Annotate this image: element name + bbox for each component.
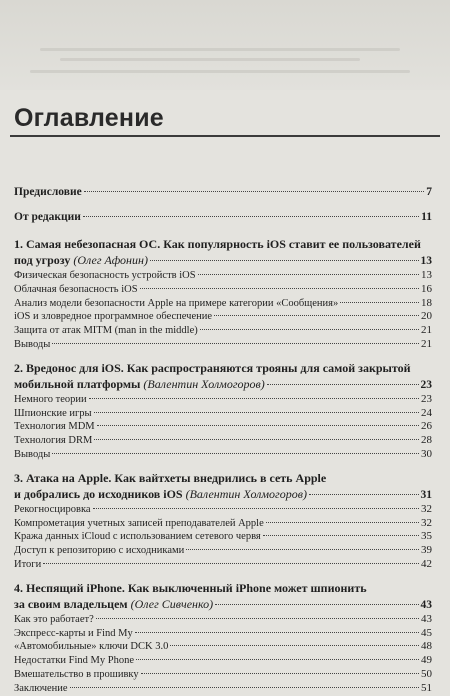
toc-section-text: Доступ к репозиторию с исходниками — [14, 545, 185, 557]
dot-leader — [43, 563, 419, 564]
dot-leader — [198, 274, 419, 275]
toc-section[interactable] — [14, 530, 432, 544]
toc-section[interactable] — [14, 558, 432, 572]
toc-section-text: Шпионские игры — [14, 407, 92, 419]
page-number: 23 — [421, 392, 432, 405]
chapter-heading-cont: под угрозу — [14, 253, 71, 267]
toc-section[interactable] — [14, 269, 432, 283]
page-number: 18 — [421, 296, 432, 309]
toc-section-text: Технология DRM — [14, 435, 93, 447]
toc-section-text: Физическая безопасность устройств iOS — [14, 270, 196, 281]
toc-section[interactable] — [14, 297, 432, 311]
dot-leader — [340, 302, 419, 303]
toc-section[interactable] — [14, 640, 432, 654]
page-number: 50 — [421, 667, 432, 680]
toc-section-text: Защита от атак MITM (man in the middle) — [14, 325, 198, 337]
toc-section[interactable] — [14, 407, 432, 421]
toc-section-text: «Автомобильные» ключи DCK 3.0 — [14, 641, 169, 653]
chapter-author: (Олег Сивченко) — [130, 596, 214, 611]
dot-leader — [94, 439, 419, 440]
dot-leader — [97, 425, 419, 426]
toc-section[interactable] — [14, 517, 432, 531]
toc-entry-editorial[interactable] — [14, 211, 432, 223]
page-number: 21 — [421, 337, 432, 350]
dot-leader — [135, 632, 419, 633]
page-number: 51 — [421, 681, 432, 694]
page-number: 13 — [421, 269, 432, 281]
page-number: 35 — [421, 530, 432, 543]
toc-entry-text: От редакции — [14, 211, 81, 223]
chapter-heading-line2[interactable] — [14, 252, 432, 269]
toc-section[interactable] — [14, 434, 432, 448]
toc-section[interactable] — [14, 324, 432, 338]
dot-leader — [309, 494, 419, 495]
table-of-contents — [14, 186, 432, 696]
toc-section-text: Итоги — [14, 558, 42, 570]
toc-section-text: Как это работает? — [14, 613, 94, 625]
toc-section-text: Вмешательство в прошивку — [14, 668, 139, 680]
page-number: 21 — [421, 324, 432, 337]
chapter-heading[interactable]: 1. Самая небезопасная ОС. Как популярность iOS ставит ее пользователей — [14, 237, 421, 251]
toc-section[interactable] — [14, 544, 432, 558]
dot-leader — [93, 508, 419, 509]
toc-section-text: Недостатки Find My Phone — [14, 655, 135, 667]
dot-leader — [266, 522, 419, 523]
chapter-heading-cont: и добрались до исходников iOS — [14, 486, 183, 501]
toc-section-text: Компрометация учетных записей преподавателей Apple — [14, 517, 264, 529]
dot-leader — [150, 260, 419, 261]
dot-leader — [263, 535, 419, 536]
page-number: 45 — [421, 626, 432, 639]
page-number: 30 — [421, 447, 432, 460]
page-number: 28 — [421, 434, 432, 447]
toc-section-text: Кража данных iCloud с использованием сетевого червя — [14, 531, 261, 543]
page-title: Оглавление — [14, 104, 164, 132]
chapter-heading[interactable]: 3. Атака на Apple. Как вайтхеты внедрились в сеть Apple — [14, 470, 327, 485]
page-number: 24 — [421, 406, 432, 419]
dot-leader — [267, 384, 419, 385]
toc-section-text: Заключение — [14, 682, 68, 694]
dot-leader — [52, 453, 419, 454]
page-number: 26 — [421, 420, 432, 433]
toc-section[interactable] — [14, 627, 432, 641]
page-number: 32 — [421, 516, 432, 529]
toc-section-text: Рекогносцировка — [14, 503, 91, 515]
page-number: 43 — [420, 598, 432, 611]
chapter-3 — [14, 470, 432, 572]
chapter-heading-line2[interactable] — [14, 486, 432, 503]
chapter-heading-line2[interactable] — [14, 596, 432, 613]
title-rule — [10, 135, 440, 137]
chapter-heading[interactable]: 2. Вредонос для iOS. Как распространяются трояны для самой закрытой — [14, 360, 411, 375]
chapter-1 — [14, 236, 432, 352]
toc-section-text: iOS и зловредное программное обеспечение — [14, 311, 213, 323]
toc-section[interactable] — [14, 448, 432, 462]
toc-section[interactable] — [14, 503, 432, 517]
dot-leader — [84, 191, 425, 192]
dot-leader — [94, 412, 419, 413]
dot-leader — [52, 343, 419, 344]
page-number: 31 — [420, 488, 432, 501]
chapter-heading-cont: за своим владельцем — [14, 596, 128, 611]
page-number: 39 — [421, 544, 432, 557]
toc-section[interactable] — [14, 668, 432, 682]
chapter-author: (Валентин Холмогоров) — [185, 486, 307, 501]
chapter-4 — [14, 580, 432, 696]
toc-section[interactable] — [14, 420, 432, 434]
toc-section[interactable] — [14, 613, 432, 627]
toc-section-text: Анализ модели безопасности Apple на примере категории «Сообщения» — [14, 297, 339, 309]
chapter-2 — [14, 360, 432, 462]
page-number: 48 — [421, 640, 432, 653]
toc-section-text: Немного теории — [14, 393, 87, 405]
chapter-heading-line2[interactable] — [14, 376, 432, 393]
chapter-author: (Олег Афонин) — [73, 253, 148, 267]
page-number: 43 — [421, 612, 432, 625]
previous-page-bleed-through — [0, 0, 450, 90]
dot-leader — [186, 549, 419, 550]
toc-section[interactable] — [14, 393, 432, 407]
dot-leader — [215, 604, 418, 605]
dot-leader — [136, 659, 419, 660]
dot-leader — [89, 398, 419, 399]
toc-section-text: Выводы — [14, 338, 51, 350]
dot-leader — [141, 673, 419, 674]
toc-entry-text: Предисловие — [14, 186, 82, 198]
dot-leader — [96, 618, 419, 619]
page-number: 32 — [421, 502, 432, 515]
toc-section[interactable] — [14, 682, 432, 696]
dot-leader — [140, 288, 419, 289]
toc-section[interactable] — [14, 310, 432, 324]
chapter-heading[interactable]: 4. Неспящий iPhone. Как выключенный iPhone может шпионить — [14, 580, 367, 595]
toc-section-text: Экспресс-карты и Find My — [14, 627, 133, 639]
page-number: 13 — [420, 255, 432, 267]
chapter-heading-cont: мобильной платформы — [14, 376, 141, 391]
chapter-author: (Валентин Холмогоров) — [143, 376, 265, 391]
dot-leader — [83, 216, 419, 217]
dot-leader — [200, 329, 419, 330]
toc-section-text: Технология MDM — [14, 421, 95, 433]
dot-leader — [214, 315, 419, 316]
dot-leader — [170, 645, 419, 646]
page-number: 11 — [421, 211, 432, 223]
page-number: 16 — [421, 282, 432, 295]
toc-section-text: Облачная безопасность iOS — [14, 283, 138, 295]
page-number: 23 — [420, 378, 432, 391]
page-number: 49 — [421, 654, 432, 667]
page-number: 20 — [421, 310, 432, 323]
dot-leader — [70, 687, 419, 688]
page-number: 7 — [426, 186, 432, 198]
toc-section[interactable] — [14, 654, 432, 668]
toc-entry-preface[interactable] — [14, 186, 432, 198]
page-number: 42 — [421, 557, 432, 570]
toc-section-text: Выводы — [14, 448, 51, 460]
toc-section[interactable] — [14, 283, 432, 297]
toc-section[interactable] — [14, 338, 432, 352]
